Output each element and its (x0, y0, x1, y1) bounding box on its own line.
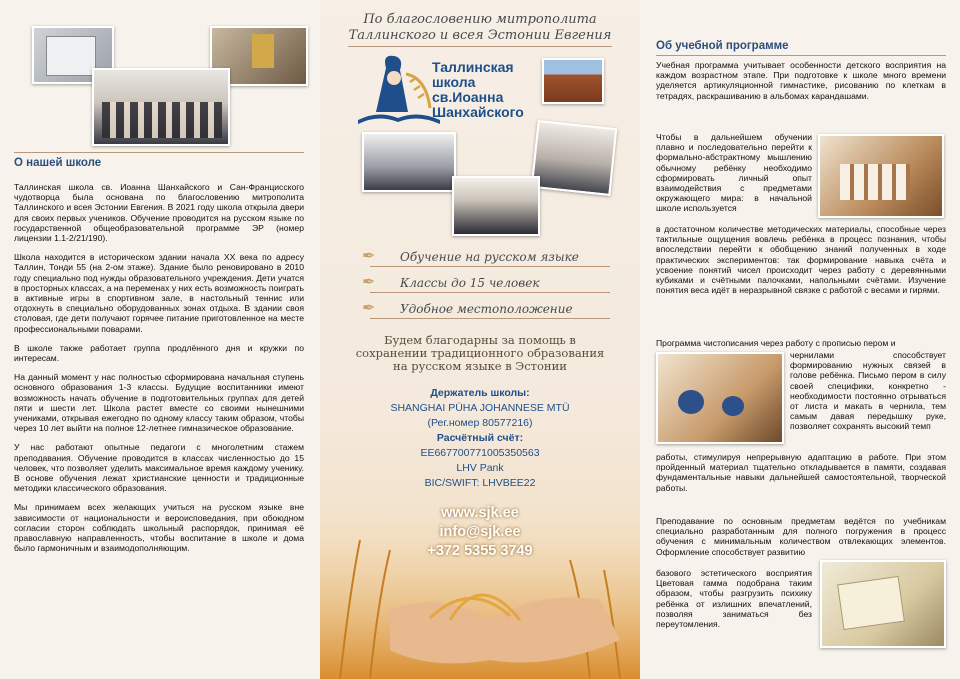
feature-label-1: Обучение на русском языке (400, 250, 579, 264)
logo-line-1: Таллинская (432, 59, 514, 75)
bank-name: LHV Pank (456, 462, 504, 474)
blessing-line-2: Таллинского и всея Эстонии Евгения (348, 28, 612, 43)
calligraphy-heading-text: Программа чистописания через работу с прописью пером и (656, 338, 896, 348)
program-intro: Учебная программа учитывает особенности детского восприятия на каждом возрастном этапе. При подготовке к школе много времени уделяется артикуляционной гимнастике, рисованию по клеткам в тетрадях, раскрашиванию в альбомах карандашами. (656, 60, 946, 101)
logo-line-4: Шанхайского (432, 104, 524, 120)
feature-list (362, 246, 630, 324)
contacts (360, 504, 600, 561)
about-paragraph-1: Таллинская школа св. Иоанна Шанхайского и Сан-Францисского чудотворца была основана по благословению митрополита Таллинского и всея Эстонии Евгения. В 2021 году школа открыла двери для своих первых учеников. Обучение проводится на русском языке по государственной общеобразовательной программе ЭР (номер лицензии 1.1-2/21/190). (14, 182, 304, 244)
logo-line-2: школа (432, 74, 476, 90)
website-link[interactable]: www.sjk.ee (441, 505, 519, 521)
holder-label: Держатель школы: (430, 387, 530, 399)
holder-name: SHANGHAI PÜHA JOHANNESE MTÜ (390, 402, 570, 414)
inkwell-shape (722, 396, 744, 416)
program-divider (656, 55, 946, 56)
photo-group-students (92, 68, 230, 146)
program-narrow-text-2: чернилами способствует формированию нужных связей в голове ребёнка. Письмо пером в силу своей специфики, конкретно - необходимости постоянно отрываться от листа и макать в чернила, тем самым давая передышку руке, позволяет сохранять высокий темп (790, 350, 946, 432)
about-paragraph-3: В школе также работает группа продлённого дня и кружки по интересам. (14, 342, 304, 364)
about-paragraph-6: Мы принимаем всех желающих учиться на русском языке вне зависимости от национальности и вероисповедания, при обоюдном согласии сторон соблюдать школьный распорядок, принимая её православную направленность, чтобы воспитание в школе и дома было гармоничным и взаимодополняющим. (14, 502, 304, 554)
program-heading: Об учебной программе (656, 40, 789, 52)
account-number: EE667700771005350563 (420, 447, 540, 459)
photo-wooden-cubes (818, 134, 944, 218)
feature-label-2: Классы до 15 человек (400, 276, 540, 290)
left-divider (14, 152, 304, 153)
program-wide-text-1: в достаточном количестве методических материалы, способные через тактильные ощущения вовлечь ребёнка в процесс познания, чтобы впоследствии перейти к обобщению знаний полученных в ходе практических экспериментов: так формирование навыка счёта и усвоение понятий чисел происходит через работу с деревянными кубиками и счётными палочками, напольными счётами. Изучение понятия веса идёт в неразрывной связке с работой с весами и гирями. (656, 224, 946, 296)
quill-icon: ✒ (362, 248, 376, 265)
blessing-divider (348, 46, 612, 47)
plaque-shape (46, 36, 96, 76)
left-panel (0, 0, 320, 679)
swift-code: BIC/SWIFT: LHVBEE22 (424, 477, 536, 489)
program-wide-text-3: Преподавание по основным предметам ведётся по учебникам специально разработанным для полного погружения в процесс обучения с минимальным количеством отвлекающих элементов. Оформление способствует развитию (656, 516, 946, 557)
feature-label-3: Удобное местоположение (400, 302, 573, 316)
logo-text (432, 60, 524, 120)
about-paragraph-5: У нас работают опытные педагоги с многолетним стажем преподавания. Обучение проводится в классах численностью до 15 человек, что позволяет уделить максимальное время каждому ученику. В основе обучения лежат христианские ценности и традиционные методики классического образования. (14, 442, 304, 494)
feature-item-3 (362, 298, 630, 324)
logo-line-3: св.Иоанна (432, 89, 504, 105)
cubes-shape (840, 164, 910, 200)
middle-panel (320, 0, 640, 679)
right-panel (640, 0, 960, 679)
photo-ink-pens (656, 352, 784, 444)
feature-underline-2 (370, 292, 610, 293)
reg-number: (Рег.номер 80577216) (427, 417, 533, 429)
book-shape (837, 576, 905, 630)
photo-school-building (542, 58, 604, 104)
photo-choir (452, 176, 540, 236)
program-wide-text-2: работы, стимулируя непрерывную адаптацию в работе. При этом пройденный материал тщательно откладывается в памяти, создавая фундаментальные навыки дальнейшей самостоятельной, творческой работы. (656, 452, 946, 493)
about-school-heading: О нашей школе (14, 157, 102, 169)
inkwell-shape (678, 390, 704, 414)
email-link[interactable]: info@sjk.ee (439, 524, 521, 540)
phone-number[interactable]: +372 5355 3749 (427, 543, 533, 559)
appeal-text: Будем благодарны за помощь в сохранении традиционного образования на русском языке в Эстонии (355, 333, 605, 373)
icon-frame-shape (252, 34, 274, 68)
feature-item-2 (362, 272, 630, 298)
feature-item-1 (362, 246, 630, 272)
account-label: Расчётный счёт: (436, 432, 524, 444)
photo-classroom-1 (362, 132, 456, 192)
program-narrow-text-1: Чтобы в дальнейшем обучении плавно и последовательно перейти к формально-абстрактному мышлению обычному ребёнку необходимо сформировать личный опыт взаимодействия с предметами окружающего мира: в начальной школе используется (656, 132, 812, 214)
wheat-hands-illustration (320, 470, 640, 679)
quill-icon: ✒ (362, 274, 376, 291)
feature-underline-3 (370, 318, 610, 319)
feature-underline-1 (370, 266, 610, 267)
photo-textbook (820, 560, 946, 648)
about-school-text (14, 182, 304, 563)
group-figures-shape (102, 102, 222, 138)
quill-icon: ✒ (362, 300, 376, 317)
blessing-line-1: По благословению митрополита (363, 12, 597, 27)
program-narrow-text-3: базового эстетического восприятия Цветовая гамма подобрана таким образом, чтобы разгрузить психику ребёнка от излишних впечатлений, позволяя заниматься без переутомления. (656, 568, 812, 630)
photo-classroom-2 (531, 120, 618, 196)
about-paragraph-4: На данный момент у нас полностью сформирована начальная ступень основного образования 1-3 классы. Будущие воспитанники имеют возможность начать обучение в подготовительных группах для детей пяти и шести лет. Школа растет вместе со своими нынешними учениками, открывая ежегодно по одному классу таким образом, чтобы через 10 лет выйти на полное 12-летнее гимназическое образование. (14, 372, 304, 434)
about-paragraph-2: Школа находится в историческом здании начала XX века по адресу Таллин, Тонди 55 (на 2-ом этаже). Здание было реновировано в 2010 году специально под нужды образовательного учреждения. Дети учатся в просторных классах, а на переменах у них есть возможность поиграть в активные игры в спортивном зале, в настольный теннис или отдохнуть в специально оборудованных зонах отдыха. В здании своя столовая, где дети получают горячее питание приготовленное на месте профессиональными поварами. (14, 252, 304, 334)
